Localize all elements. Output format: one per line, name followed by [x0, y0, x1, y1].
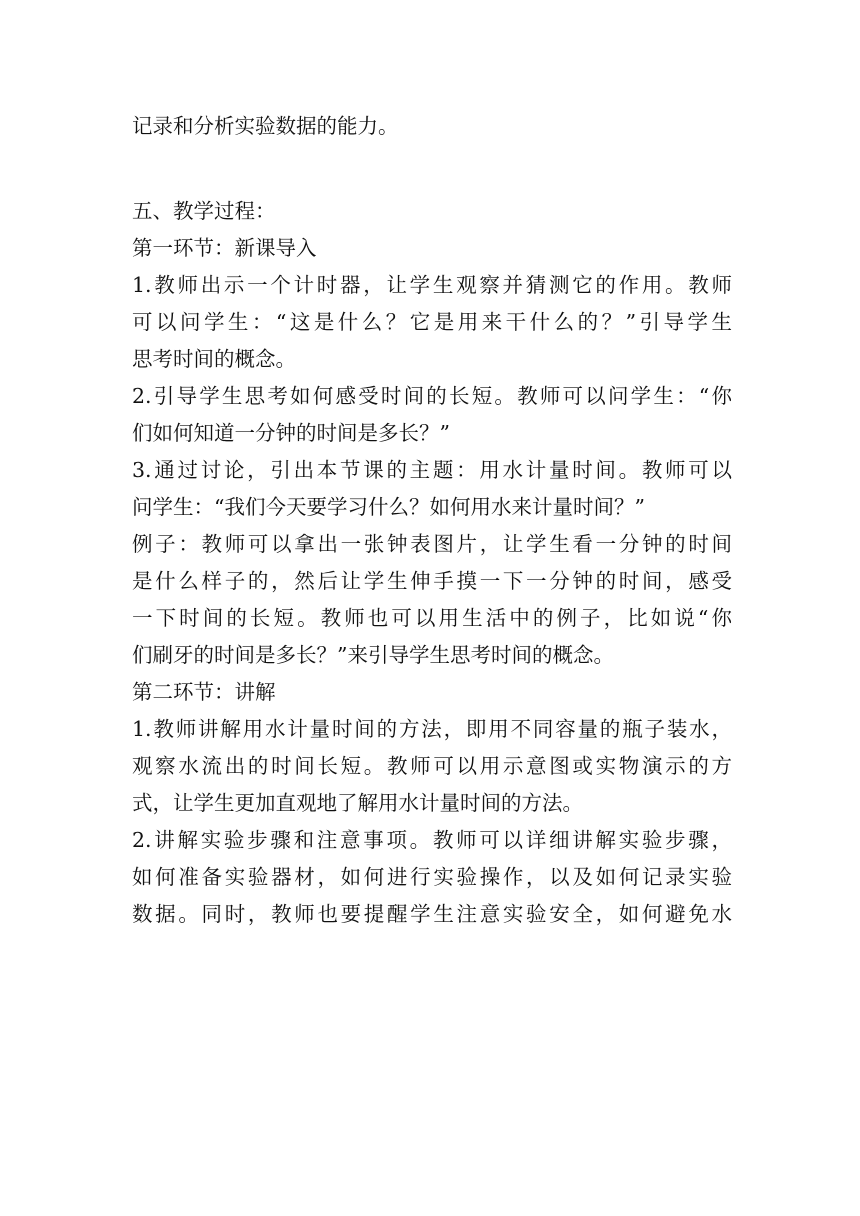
- text-line: 可以问学生：“这是什么？它是用来干什么的？”引导学生: [132, 310, 732, 334]
- text-line: 2.引导学生思考如何感受时间的长短。教师可以问学生：“你: [132, 384, 732, 408]
- text-line: 们如何知道一分钟的时间是多长？”: [132, 421, 450, 445]
- text-line: 2.讲解实验步骤和注意事项。教师可以详细讲解实验步骤，: [132, 828, 732, 852]
- text-line: 1.教师出示一个计时器，让学生观察并猜测它的作用。教师: [132, 273, 732, 297]
- subsection-heading: 第一环节：新课导入: [132, 236, 317, 260]
- body-text: [132, 108, 732, 933]
- subsection-heading: 第二环节：讲解: [132, 680, 276, 704]
- paragraph-gap: [132, 145, 732, 193]
- text-line: 数据。同时，教师也要提醒学生注意实验安全，如何避免水: [132, 902, 732, 926]
- text-line: 们刷牙的时间是多长？”来引导学生思考时间的概念。: [132, 643, 614, 667]
- text-line: 1.教师讲解用水计量时间的方法，即用不同容量的瓶子装水，: [132, 717, 732, 741]
- text-line: 观察水流出的时间长短。教师可以用示意图或实物演示的方: [132, 754, 732, 778]
- text-line: 例子：教师可以拿出一张钟表图片，让学生看一分钟的时间: [132, 532, 732, 556]
- section-heading: 五、教学过程：: [132, 199, 276, 223]
- text-line: 问学生：“我们今天要学习什么？如何用水来计量时间？”: [132, 495, 645, 519]
- text-line: 是什么样子的，然后让学生伸手摸一下一分钟的时间，感受: [132, 569, 732, 593]
- text-line: 思考时间的概念。: [132, 347, 296, 371]
- text-line: 记录和分析实验数据的能力。: [132, 114, 399, 138]
- text-line: 一下时间的长短。教师也可以用生活中的例子，比如说“你: [132, 606, 732, 630]
- text-line: 式，让学生更加直观地了解用水计量时间的方法。: [132, 791, 583, 815]
- text-line: 如何准备实验器材，如何进行实验操作，以及如何记录实验: [132, 865, 732, 889]
- text-line: 3.通过讨论，引出本节课的主题：用水计量时间。教师可以: [132, 458, 732, 482]
